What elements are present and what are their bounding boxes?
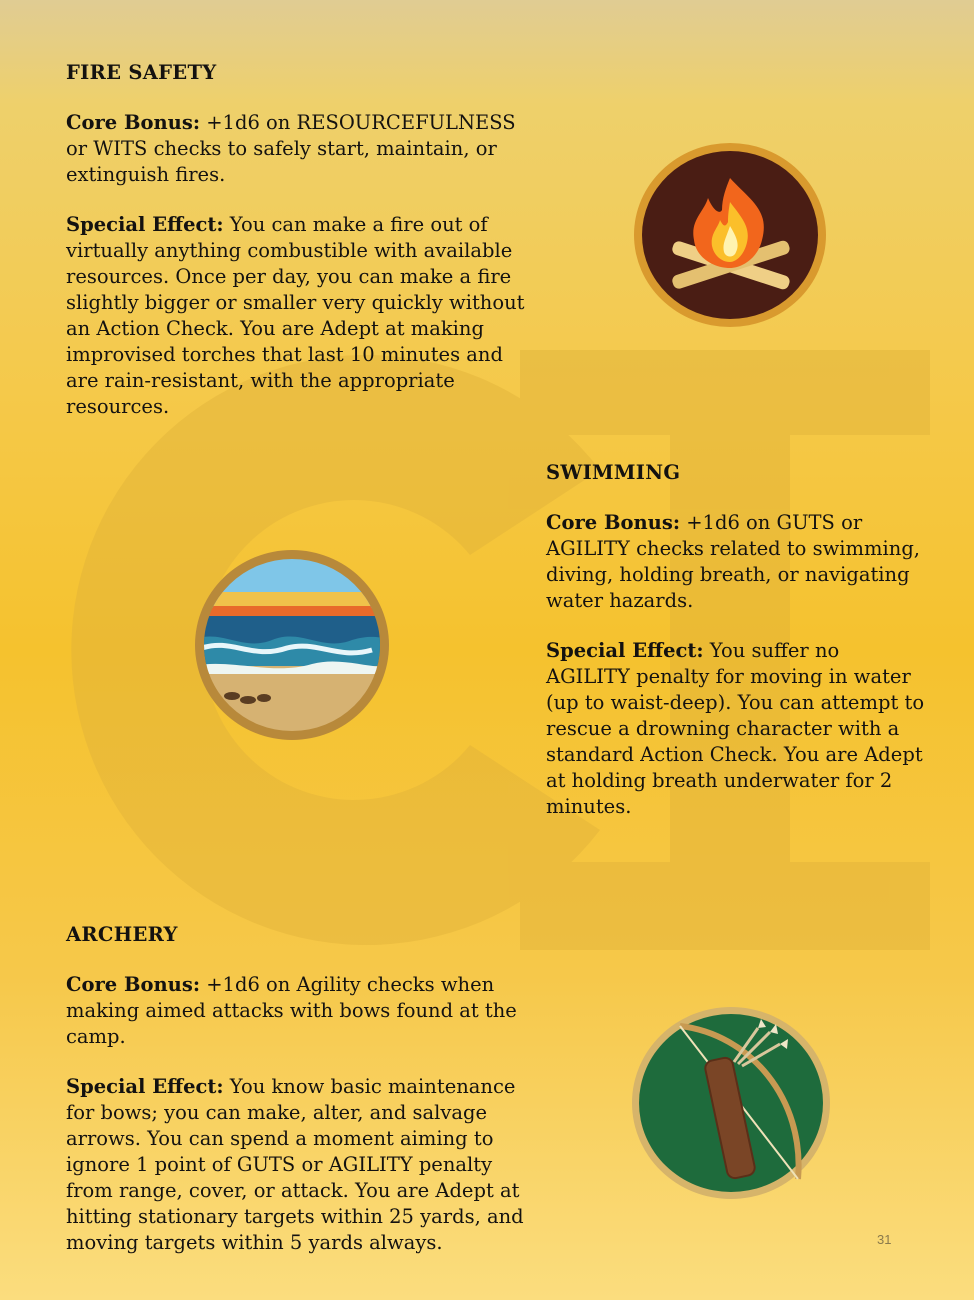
bow-and-quiver-badge-icon <box>630 1004 832 1202</box>
core-bonus-label: Core Bonus: <box>66 111 201 134</box>
fire-safety-special-effect <box>66 212 526 420</box>
campfire-badge-icon <box>630 140 830 330</box>
archery-special-effect <box>66 1074 526 1256</box>
core-bonus-text: +1d6 on RESOURCEFULNESS or WITS checks to safely start, maintain, or extinguish fires. <box>66 111 516 186</box>
archery-section <box>66 922 526 1280</box>
core-bonus-text: +1d6 on GUTS or AGILITY checks related to swimming, diving, holding breath, or navigating water hazards. <box>546 511 921 612</box>
special-effect-label: Special Effect: <box>66 213 224 236</box>
swimming-section <box>546 460 926 844</box>
core-bonus-label: Core Bonus: <box>546 511 681 534</box>
page-number: 31 <box>877 1232 892 1247</box>
core-bonus-text: +1d6 on Agility checks when making aimed attacks with bows found at the camp. <box>66 973 517 1048</box>
special-effect-label: Special Effect: <box>66 1075 224 1098</box>
swimming-title: SWIMMING <box>546 461 681 484</box>
special-effect-label: Special Effect: <box>546 639 704 662</box>
fire-safety-title: FIRE SAFETY <box>66 61 217 84</box>
core-bonus-label: Core Bonus: <box>66 973 201 996</box>
fire-safety-section <box>66 60 526 444</box>
archery-title: ARCHERY <box>66 923 178 946</box>
swimming-core-bonus <box>546 510 926 614</box>
special-effect-text: You suffer no AGILITY penalty for moving in water (up to waist-deep). You can attempt to rescue a drowning character with a standard Action Check. You are Adept at holding breath underwater for 2 minutes. <box>546 639 925 818</box>
archery-core-bonus <box>66 972 526 1050</box>
special-effect-text: You can make a fire out of virtually anything combustible with available resources. Once per day, you can make a fire slightly bigger or smaller very quickly without an Action Check. You are Adept at making improvised torches that last 10 minutes and are rain-resistant, with the appropriate resources. <box>66 213 525 418</box>
special-effect-text: You know basic maintenance for bows; you can make, alter, and salvage arrows. You can spend a moment aiming to ignore 1 point of GUTS or AGILITY penalty from range, cover, or attack. You are Adept at hitting stationary targets within 25 yards, and moving targets within 5 yards always. <box>66 1075 524 1254</box>
ocean-wave-badge-icon <box>192 548 392 743</box>
fire-safety-core-bonus <box>66 110 526 188</box>
swimming-special-effect <box>546 638 926 820</box>
